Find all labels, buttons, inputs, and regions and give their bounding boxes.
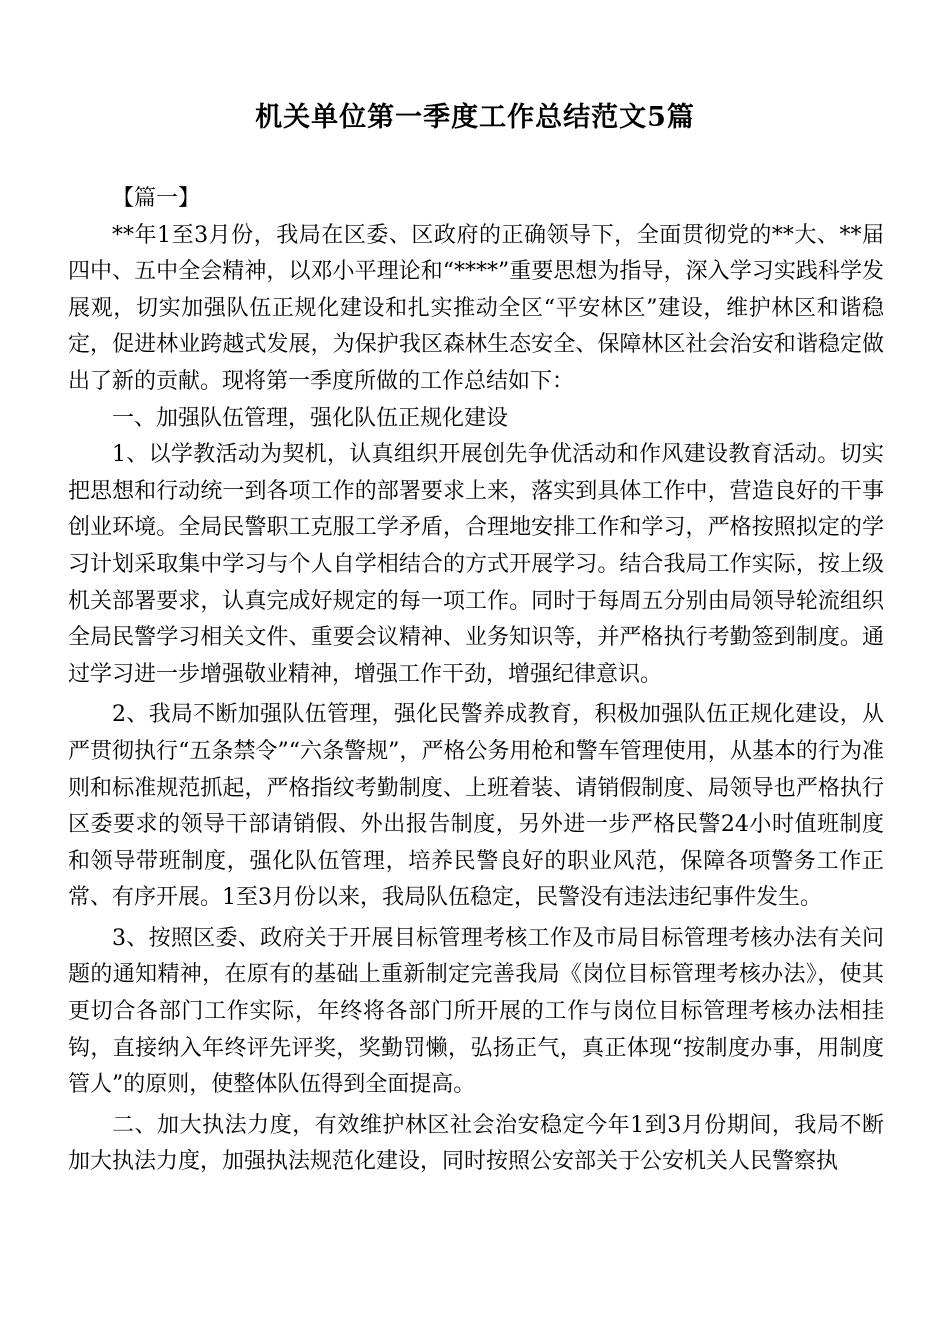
section-heading: 【篇一】	[112, 186, 201, 211]
paragraph: 二、加大执法力度，有效维护林区社会治安稳定今年1到3月份期间，我局不断加大执法力度，加强执法规范化建设，同时按照公安部关于公安机关人民警察执	[68, 1112, 884, 1175]
paragraph: 3、按照区委、政府关于开展目标管理考核工作及市局目标管理考核办法有关问题的通知精神，在原有的基础上重新制定完善我局《岗位目标管理考核办法》，使其更切合各部门工作实际，年终将各部门所开展的工作与岗位目标管理考核办法相挂钩，直接纳入年终评先评奖，奖勤罚懒，弘扬正气，真正体现“按制度办事，用制度管人”的原则，使整体队伍得到全面提高。	[68, 925, 884, 1098]
paragraph: 2、我局不断加强队伍管理，强化民警养成教育，积极加强队伍正规化建设，从严贯彻执行“五条禁令”“六条警规”，严格公务用枪和警车管理使用，从基本的行为准则和标准规范抓起，严格指纹考勤制度、上班着装、请销假制度、局领导也严格执行区委要求的领导干部请销假、外出报告制度，另外进一步严格民警24小时值班制度和领导带班制度，强化队伍管理，培养民警良好的职业风范，保障各项警务工作正常、有序开展。1至3月份以来，我局队伍稳定，民警没有违法违纪事件发生。	[68, 702, 884, 911]
paragraph: 1、以学教活动为契机，认真组织开展创先争优活动和作风建设教育活动。切实把思想和行动统一到各项工作的部署要求上来，落实到具体工作中，营造良好的干事创业环境。全局民警职工克服工学矛盾，合理地安排工作和学习，严格按照拟定的学习计划采取集中学习与个人自学相结合的方式开展学习。结合我局工作实际，按上级机关部署要求，认真完成好规定的每一项工作。同时于每周五分别由局领导轮流组织全局民警学习相关文件、重要会议精神、业务知识等，并严格执行考勤签到制度。通过学习进一步增强敬业精神，增强工作干劲，增强纪律意识。	[68, 442, 884, 687]
document-title: 机关单位第一季度工作总结范文5篇	[255, 102, 695, 133]
paragraph: **年1至3月份，我局在区委、区政府的正确领导下，全面贯彻党的**大、**届四中、五中全会精神，以邓小平理论和“****”重要思想为指导，深入学习实践科学发展观，切实加强队伍正规化建设和扎实推动全区“平安林区”建设，维护林区和谐稳定，促进林业跨越式发展，为保护我区森林生态安全、保障林区社会治安和谐稳定做出了新的贡献。现将第一季度所做的工作总结如下：	[68, 222, 884, 394]
document-body	[68, 181, 884, 1181]
section-heading: 一、加强队伍管理，强化队伍正规化建设	[112, 405, 509, 431]
